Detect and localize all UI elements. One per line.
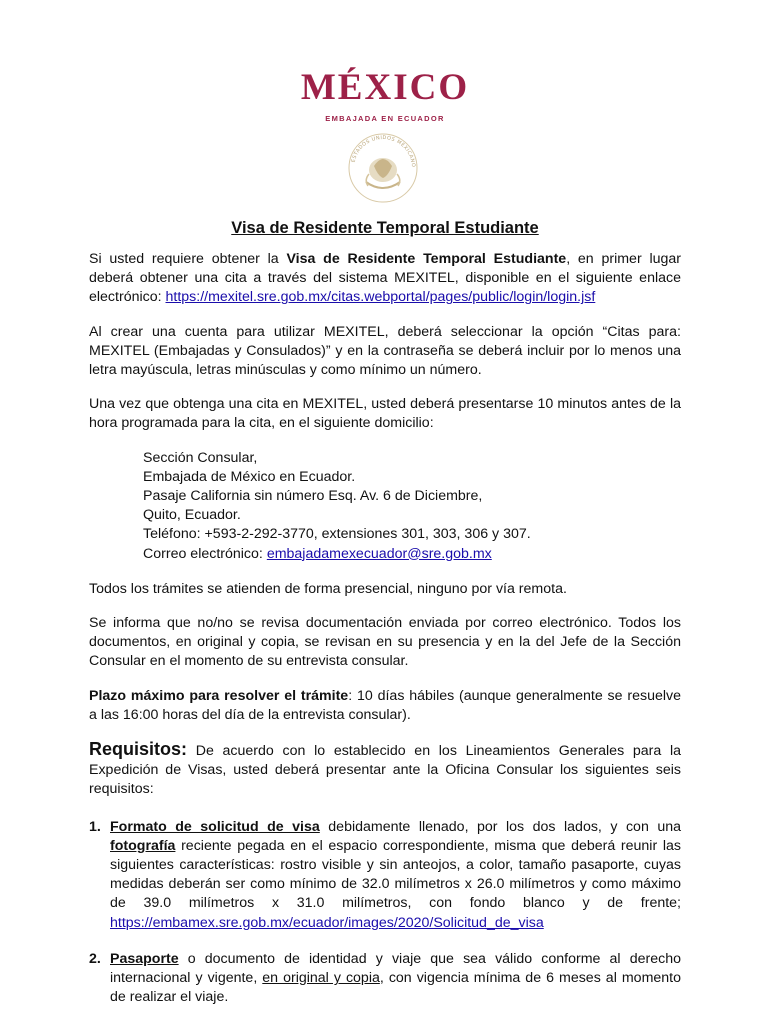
address-line: Sección Consular, [143, 449, 258, 466]
requirements-list [89, 818, 681, 1008]
deadline-label: Plazo máximo para resolver el trámite [89, 687, 349, 704]
address-line: Embajada de México en Ecuador. [143, 468, 356, 485]
intro-paragraph [89, 250, 681, 308]
item-text-2: , con vigencia mínima de 6 meses al momento de realizar el viaje. [110, 970, 681, 1006]
page-title: Visa de Residente Temporal Estudiante [231, 219, 539, 237]
address-line: Pasaje California sin número Esq. Av. 6 de Diciembre, [143, 488, 483, 505]
embassy-subtitle: EMBAJADA EN ECUADOR [325, 114, 445, 123]
national-seal-icon [344, 130, 422, 204]
deadline-text: : 10 días hábiles (aunque generalmente se resuelve a las 16:00 horas del día de la entrevista consular). [89, 687, 682, 723]
appointment-paragraph: Una vez que obtenga una cita en MEXITEL, usted deberá presentarse 10 minutos antes de la hora programada para la cita, en el siguiente domicilio: [89, 396, 681, 432]
item-number: 1. [89, 818, 101, 835]
form-label: Formato de solicitud de visa [110, 818, 320, 835]
intro-text: Si usted requiere obtener la [89, 251, 287, 267]
visa-name: Visa de Residente Temporal Estudiante [286, 251, 567, 267]
email-label: Correo electrónico: [143, 545, 267, 562]
requirements-paragraph [89, 740, 681, 800]
svg-text:ESTADOS UNIDOS MEXICANOS: ESTADOS UNIDOS MEXICANO [350, 134, 417, 168]
address-line: Quito, Ecuador. [143, 507, 241, 524]
address-block [143, 449, 681, 564]
passport-label: Pasaporte [110, 950, 179, 967]
requirements-intro: De acuerdo con lo establecido en los Lineamientos Generales para la Expedición de Visas, usted deberá presentar ante la Oficina Consular los siguientes seis requisitos: [89, 743, 681, 798]
item-text: debidamente llenado, por los dos lados, y con una [319, 818, 681, 835]
intro-text-2: , en primer lugar deberá obtener una cita a través del sistema MEXITEL, disponible en el siguiente enlace electrónico: [89, 251, 681, 306]
account-paragraph: Al crear una cuenta para utilizar MEXITEL, deberá seleccionar la opción “Citas para: MEXITEL (Embajadas y Consulados)” y en la contraseña se deberá incluir por lo menos una letra mayúscula, letras minúsculas y como mínimo un número. [89, 323, 681, 379]
mexico-logo: MÉXICO [300, 67, 470, 108]
in-person-paragraph: Todos los trámites se atienden de forma presencial, ninguno por vía remota. [89, 580, 567, 597]
document-body [89, 218, 681, 1025]
photo-label: fotografía [110, 837, 176, 854]
email-line [143, 545, 681, 564]
mexitel-link[interactable]: https://mexitel.sre.gob.mx/citas.webportal/pages/public/login/login.jsf [165, 289, 596, 306]
list-item [89, 950, 681, 1008]
deadline-paragraph [89, 687, 681, 725]
phone-line: Teléfono: +593-2-292-3770, extensiones 301, 303, 306 y 307. [143, 526, 531, 543]
item-text-2: reciente pegada en el espacio correspondiente, misma que deberá reunir las siguientes características: rostro visible y sin anteojos, a color, tamaño pasaporte, cuyas medidas deberán ser como mínimo de 32.0 milímetros x 26.0 milímetros y como máximo de 39.0 milímetros x 31.0 milímetros, con fondo blanco y de frente; [110, 837, 681, 912]
email-link[interactable]: embajadamexecuador@sre.gob.mx [266, 545, 492, 562]
requirements-heading: Requisitos: [89, 739, 188, 760]
visa-form-link[interactable]: https://embamex.sre.gob.mx/ecuador/images/2020/Solicitud_de_visa [110, 914, 544, 931]
original-copy-text: en original y copia [262, 970, 380, 987]
email-notice-paragraph: Se informa que no/no se revisa documentación enviada por correo electrónico. Todos los documentos, en original y copia, se revisan en su presencia y en la del Jefe de la Sección Consular en el momento de su entrevista consular. [89, 615, 681, 670]
letterhead [0, 68, 770, 123]
item-text: o documento de identidad y viaje que sea válido conforme al derecho internacional y vigente, [110, 950, 681, 987]
list-item [89, 818, 681, 933]
item-number: 2. [89, 950, 101, 967]
